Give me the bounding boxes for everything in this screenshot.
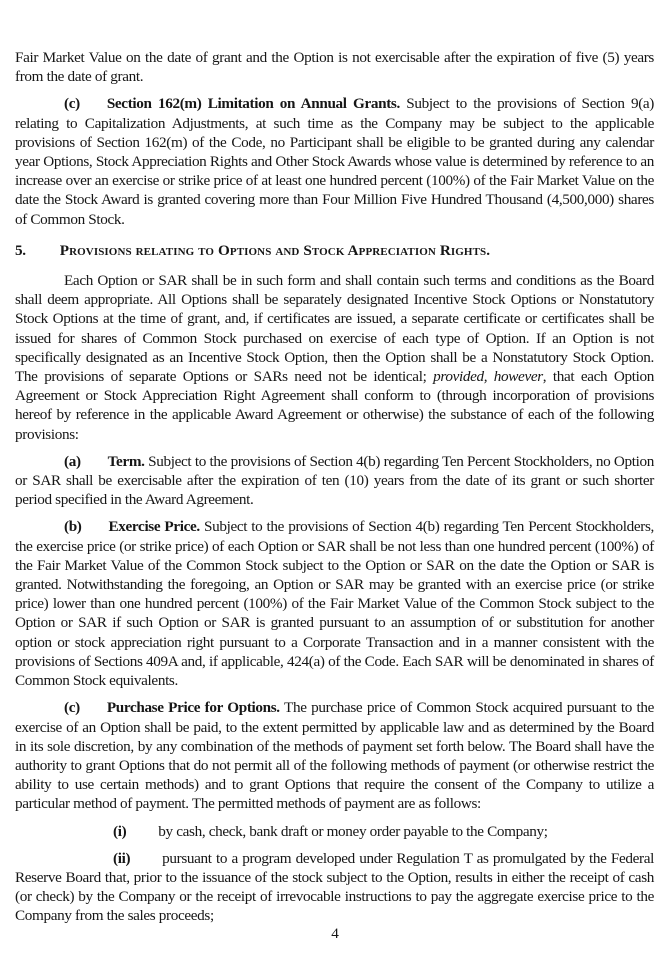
clause-label: (c) bbox=[64, 699, 80, 717]
carryover-paragraph: Fair Market Value on the date of grant and the Option is not exercisable after the expiration of five (5) years from the date of grant. bbox=[15, 49, 654, 86]
tab-spacer bbox=[26, 254, 60, 255]
document-body bbox=[15, 48, 654, 934]
section-number: 5. bbox=[15, 241, 26, 259]
tab-spacer bbox=[126, 835, 158, 836]
clause-text: Subject to the provisions of Section 9(a) relating to Capitalization Adjustments, at such time as the Company may be subject to the applicable provisions of Section 162(m) of the Code, no Participant shall be eligible to be granted during any calendar year Options, Stock Appreciation Rights and Other Stock Awards whose value is determined by reference to an increase over an exercise or strike price of at least one hundred percent (100%) of the Fair Market Value on the date the Stock Award is granted covering more than Four Million Five Hundred Thousand (4,500,000) shares of Common Stock. bbox=[15, 95, 655, 228]
clause-label: (a) bbox=[64, 452, 81, 470]
section-title: Provisions relating to Options and Stock Appreciation Rights. bbox=[59, 241, 491, 259]
clause-label: (c) bbox=[64, 95, 80, 113]
clause-exercise-price bbox=[15, 517, 654, 690]
tab-spacer bbox=[130, 862, 162, 863]
clause-162m-limitation bbox=[15, 94, 654, 228]
clause-label: (b) bbox=[64, 518, 82, 536]
intro-text-after: , that each Option Agreement or Stock Appreciation Right Agreement shall conform to (through incorporation of provisions hereof by reference in the applicable Award Agreement or otherwise) the substance of each of the following provisions: bbox=[15, 368, 655, 443]
clause-text: The purchase price of Common Stock acquired pursuant to the exercise of an Option shall be paid, to the extent permitted by applicable law and as determined by the Board in its sole discretion, by any combination of the methods of payment set forth below. The Board shall have the authority to grant Options that do not permit all of the following methods of payment (or otherwise restrict the ability to use certain methods) and to grant Options that require the consent of the Company to utilize a particular method of payment. The permitted methods of payment are as follows: bbox=[15, 699, 654, 813]
clause-text: Subject to the provisions of Section 4(b) regarding Ten Percent Stockholders, the exercise price (or strike price) of each Option or SAR shall be not less than one hundred percent (100%) of the Fair Market Value of the Common Stock subject to the Option or SAR on the date the Option or SAR is granted. Notwithstanding the foregoing, an Option or SAR may be granted with an exercise price (or strike price) lower than one hundred percent (100%) of the Fair Market Value of the Common Stock subject to the Option or SAR if such Option or SAR is granted pursuant to an assumption of or substitution for another option or stock appreciation right pursuant to a Corporate Transaction and in a manner consistent with the provisions of Sections 409A and, if applicable, 424(a) of the Code. Each SAR will be denominated in shares of Common Stock equivalents. bbox=[15, 518, 654, 690]
clause-term bbox=[15, 452, 654, 510]
clause-title: Purchase Price for Options. bbox=[106, 699, 280, 717]
item-text: pursuant to a program developed under Regulation T as promulgated by the Federal Reserve Board that, prior to the issuance of the stock subject to the Option, results in either the receipt of cash (or check) by the Company or the receipt of irrevocable instructions to pay the aggregate exercise price to the Company from the sales proceeds; bbox=[15, 849, 654, 925]
page-number-footer: 4 bbox=[331, 925, 339, 942]
item-text: by cash, check, bank draft or money order payable to the Company; bbox=[158, 822, 548, 840]
tab-spacer bbox=[82, 530, 109, 531]
payment-method-item-ii bbox=[15, 849, 654, 926]
clause-title: Section 162(m) Limitation on Annual Grants. bbox=[106, 95, 400, 113]
section-5-heading bbox=[15, 241, 654, 260]
clause-title: Term. bbox=[107, 452, 145, 470]
tab-spacer bbox=[80, 107, 107, 108]
payment-method-item-i bbox=[15, 822, 654, 841]
tab-spacer bbox=[80, 711, 107, 712]
italic-proviso: provided, however bbox=[433, 368, 543, 386]
item-label: (ii) bbox=[113, 849, 131, 867]
intro-text-before: Each Option or SAR shall be in such form and shall contain such terms and conditions as the Board shall deem appropriate. All Options shall be separately designated Incentive Stock Options or Nonstatutory Stock Options at the time of grant, and, if certificates are issued, a separate certificate or certificates shall be issued for shares of Common Stock purchased on exercise of each type of Option. If an Option is not specifically designated as an Incentive Stock Option, then the Option shall be a Nonstatutory Stock Option. The provisions of separate Options or SARs need not be identical; bbox=[15, 272, 654, 386]
clause-purchase-price bbox=[15, 698, 654, 813]
item-label: (i) bbox=[113, 822, 127, 840]
intro-paragraph bbox=[15, 271, 654, 444]
tab-spacer bbox=[81, 465, 108, 466]
clause-text: Subject to the provisions of Section 4(b) regarding Ten Percent Stockholders, no Option or SAR shall be exercisable after the expiration of ten (10) years from the date of its grant or such shorter period specified in the Award Agreement. bbox=[15, 452, 654, 509]
clause-title: Exercise Price. bbox=[108, 518, 200, 536]
